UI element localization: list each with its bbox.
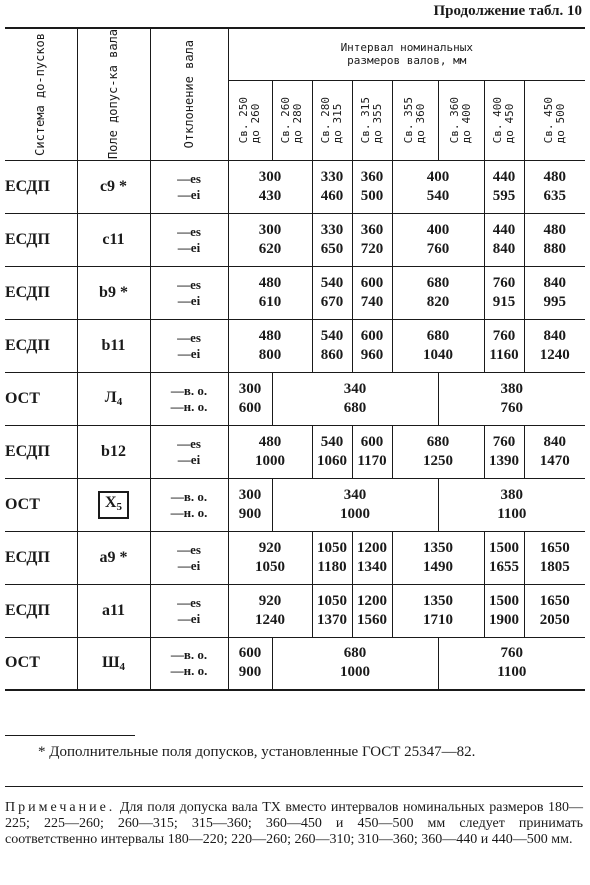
cell-value: 920 1050 <box>228 531 312 584</box>
cell-system: ЕСДП <box>5 531 77 584</box>
cell-system: ЕСДП <box>5 425 77 478</box>
cell-value: 760 1160 <box>484 319 524 372</box>
cell-value: 540 1060 <box>312 425 352 478</box>
cell-deviation: —в. о. —н. о. <box>150 637 228 690</box>
table-row <box>5 160 585 213</box>
cell-deviation: —es —ei <box>150 160 228 213</box>
cell-value: 1350 1490 <box>392 531 484 584</box>
cell-value: 1500 1655 <box>484 531 524 584</box>
interval-title-line-1: Интервал номинальных <box>340 41 474 55</box>
cell-field: b12 <box>77 425 150 478</box>
header-interval <box>228 28 585 80</box>
cell-value: 380 760 <box>438 372 585 425</box>
cell-value: 440 595 <box>484 160 524 213</box>
cell-value: 540 670 <box>312 266 352 319</box>
table-row <box>5 213 585 266</box>
cell-value: 300 600 <box>228 372 272 425</box>
cell-value: 680 1040 <box>392 319 484 372</box>
cell-field: $Ш_4$ <box>77 637 150 690</box>
cell-value: 360 720 <box>352 213 392 266</box>
header-field: Поле допус-ка вала <box>77 28 150 160</box>
cell-value: 1650 2050 <box>524 584 585 637</box>
cell-deviation: —es —ei <box>150 213 228 266</box>
cell-value: 400 540 <box>392 160 484 213</box>
cell-value: 480 635 <box>524 160 585 213</box>
cell-value: 300 430 <box>228 160 312 213</box>
cell-value: 340 1000 <box>272 478 438 531</box>
cell-deviation: —es —ei <box>150 266 228 319</box>
cell-deviation: —es —ei <box>150 531 228 584</box>
cell-system: ЕСДП <box>5 213 77 266</box>
cell-value: 480 610 <box>228 266 312 319</box>
cell-value: 920 1240 <box>228 584 312 637</box>
cell-deviation: —es —ei <box>150 319 228 372</box>
cell-system: ОСТ <box>5 372 77 425</box>
footnote-divider <box>5 735 135 736</box>
cell-field: c11 <box>77 213 150 266</box>
cell-deviation: —в. о. —н. о. <box>150 372 228 425</box>
cell-field: c9 * <box>77 160 150 213</box>
interval-header-1: Св. 250 до 260 <box>228 80 272 160</box>
footnote: * Дополнительные поля допусков, установленные ГОСТ 25347—82. <box>38 744 476 760</box>
cell-value: 540 860 <box>312 319 352 372</box>
note-text: Для поля допуска вала ТХ вместо интервалов номинальных размеров 180—225; 225—260; 260—315; 315—360; 360—450 и 450—500 мм следует принимать соответственно интервалы 180—220; 220—260; 260—310; 310—360; 360—440 и 440—500 мм. <box>5 800 583 847</box>
cell-system: ЕСДП <box>5 160 77 213</box>
cell-value: 440 840 <box>484 213 524 266</box>
boxed-field-mark: $X_5$ <box>98 491 129 519</box>
header-system: Система до-пусков <box>5 28 77 160</box>
cell-value: 760 915 <box>484 266 524 319</box>
interval-header-5: Св. 355 до 360 <box>392 80 438 160</box>
cell-system: ОСТ <box>5 478 77 531</box>
cell-value: 360 500 <box>352 160 392 213</box>
note-divider <box>5 786 583 787</box>
cell-value: 480 1000 <box>228 425 312 478</box>
interval-header-2: Св. 260 до 280 <box>272 80 312 160</box>
cell-field: b9 * <box>77 266 150 319</box>
tolerance-table <box>5 27 585 691</box>
cell-value: 300 620 <box>228 213 312 266</box>
cell-value: 600 740 <box>352 266 392 319</box>
cell-value: 1650 1805 <box>524 531 585 584</box>
table-row <box>5 584 585 637</box>
table-row <box>5 531 585 584</box>
cell-value: 680 1250 <box>392 425 484 478</box>
cell-value: 300 900 <box>228 478 272 531</box>
cell-field: b11 <box>77 319 150 372</box>
cell-value: 840 995 <box>524 266 585 319</box>
cell-value: 330 650 <box>312 213 352 266</box>
cell-value: 330 460 <box>312 160 352 213</box>
header-deviation: Отклонение вала <box>150 28 228 160</box>
cell-field <box>77 478 150 531</box>
cell-deviation: —es —ei <box>150 584 228 637</box>
table-continuation-caption: Продолжение табл. 10 <box>433 3 582 19</box>
cell-value: 840 1240 <box>524 319 585 372</box>
cell-deviation: —в. о. —н. о. <box>150 478 228 531</box>
note <box>5 800 583 848</box>
cell-value: 1200 1560 <box>352 584 392 637</box>
cell-value: 600 960 <box>352 319 392 372</box>
interval-header-6: Св. 360 до 400 <box>438 80 484 160</box>
cell-value: 480 880 <box>524 213 585 266</box>
cell-value: 1350 1710 <box>392 584 484 637</box>
cell-value: 680 1000 <box>272 637 438 690</box>
cell-value: 400 760 <box>392 213 484 266</box>
table-row <box>5 266 585 319</box>
cell-system: ЕСДП <box>5 266 77 319</box>
cell-value: 480 800 <box>228 319 312 372</box>
note-lead: Примечание. <box>5 800 116 815</box>
cell-value: 340 680 <box>272 372 438 425</box>
interval-header-8: Св. 450 до 500 <box>524 80 585 160</box>
interval-title-line-2: размеров валов, мм <box>347 54 467 68</box>
cell-field: a11 <box>77 584 150 637</box>
cell-system: ОСТ <box>5 637 77 690</box>
cell-value: 760 1100 <box>438 637 585 690</box>
table-row <box>5 425 585 478</box>
cell-system: ЕСДП <box>5 584 77 637</box>
table-row <box>5 478 585 531</box>
cell-value: 1200 1340 <box>352 531 392 584</box>
cell-deviation: —es —ei <box>150 425 228 478</box>
table-row <box>5 637 585 690</box>
interval-header-4: Св. 315 до 355 <box>352 80 392 160</box>
table-row <box>5 372 585 425</box>
cell-system: ЕСДП <box>5 319 77 372</box>
cell-value: 680 820 <box>392 266 484 319</box>
cell-field: $Л_4$ <box>77 372 150 425</box>
cell-value: 1050 1180 <box>312 531 352 584</box>
cell-value: 380 1100 <box>438 478 585 531</box>
cell-value: 600 1170 <box>352 425 392 478</box>
interval-header-3: Св. 280 до 315 <box>312 80 352 160</box>
cell-value: 840 1470 <box>524 425 585 478</box>
cell-value: 600 900 <box>228 637 272 690</box>
cell-value: 1050 1370 <box>312 584 352 637</box>
table-row <box>5 319 585 372</box>
cell-field: a9 * <box>77 531 150 584</box>
cell-value: 1500 1900 <box>484 584 524 637</box>
cell-value: 760 1390 <box>484 425 524 478</box>
interval-header-7: Св. 400 до 450 <box>484 80 524 160</box>
